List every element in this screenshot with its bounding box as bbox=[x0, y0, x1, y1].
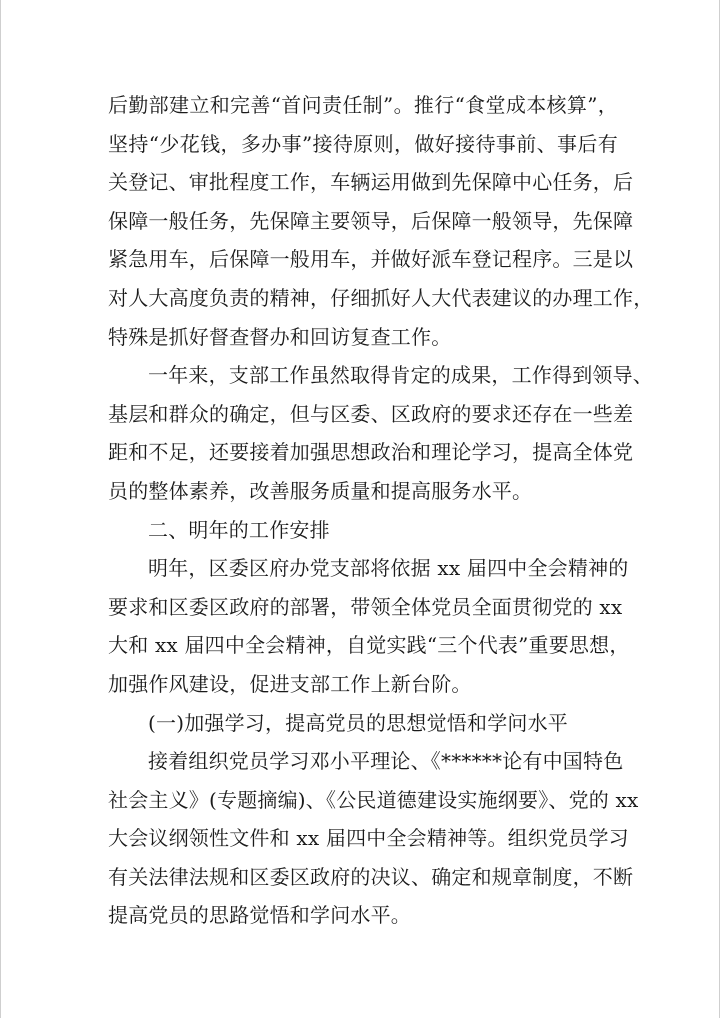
section-heading-text: 二、明年的工作安排 bbox=[148, 517, 330, 542]
text-line: 对人大高度负责的精神，仔细抓好人大代表建议的办理工作， bbox=[108, 285, 654, 310]
text-line: 距和不足，还要接着加强思想政治和理论学习，提高全体党 bbox=[108, 440, 634, 465]
text-line: 员的整体素养，改善服务质量和提高服务水平。 bbox=[108, 478, 533, 503]
text-line: 有关法律法规和区委区政府的决议、确定和规章制度，不断 bbox=[108, 864, 634, 889]
page-border-left bbox=[0, 0, 1, 1018]
paragraph-study bbox=[108, 742, 639, 935]
paragraph-plan bbox=[108, 549, 630, 703]
text-line: 提高党员的思路觉悟和学问水平。 bbox=[108, 903, 411, 928]
text-line: 要求和区委区政府的部署，带领全体党员全面贯彻党的 xx bbox=[108, 594, 623, 619]
section-heading bbox=[108, 511, 618, 550]
text-line: 基层和群众的确定，但与区委、区政府的要求还存在一些差 bbox=[108, 401, 634, 426]
text-line: 保障一般任务，先保障主要领导，后保障一般领导，先保障 bbox=[108, 208, 634, 233]
text-line: 社会主义》(专题摘编)、《公民道德建设实施纲要》、党的 xx bbox=[108, 787, 639, 812]
text-line: 明年，区委区府办党支部将依据 xx 届四中全会精神的 bbox=[148, 556, 629, 581]
text-line: 后勤部建立和完善“首问责任制”。推行“食堂成本核算”， bbox=[108, 93, 618, 117]
text-line: 关登记、审批程度工作，车辆运用做到先保障中心任务，后 bbox=[108, 170, 634, 195]
subsection-heading bbox=[108, 704, 618, 743]
subsection-heading-text: (一)加强学习，提高党员的思想觉悟和学问水平 bbox=[148, 710, 569, 735]
text-line: 加强作风建设，促进支部工作上新台阶。 bbox=[108, 671, 472, 696]
document-body bbox=[108, 86, 654, 935]
text-line: 大会议纲领性文件和 xx 届四中全会精神等。组织党员学习 bbox=[108, 826, 629, 851]
paragraph-continuation bbox=[108, 86, 654, 356]
text-line: 坚持“少花钱，多办事”接待原则，做好接待事前、事后有 bbox=[108, 131, 618, 156]
paragraph-summary bbox=[108, 356, 653, 510]
text-line: 特殊是抓好督查督办和回访复查工作。 bbox=[108, 324, 452, 349]
text-line: 接着组织党员学习邓小平理论、《******论有中国特色 bbox=[148, 749, 624, 774]
text-line: 紧急用车，后保障一般用车，并做好派车登记程序。三是以 bbox=[108, 247, 634, 272]
text-line: 一年来，支部工作虽然取得肯定的成果，工作得到领导、 bbox=[148, 363, 653, 388]
text-line: 大和 xx 届四中全会精神，自觉实践“三个代表”重要思想， bbox=[108, 633, 630, 658]
